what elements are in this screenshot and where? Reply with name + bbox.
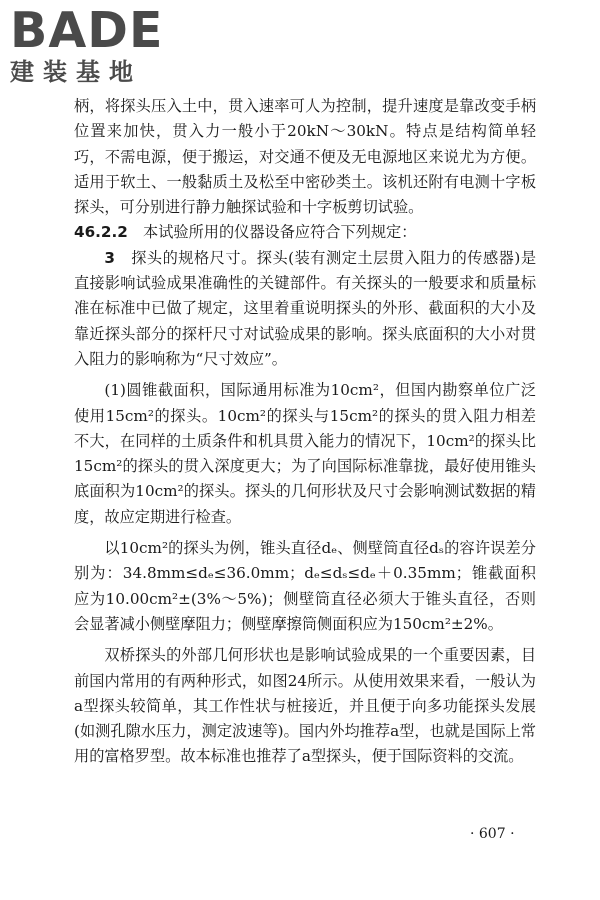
paragraph-cone-area: (1)圆锥截面积，国际通用标准为10cm²，但国内勘察单位广泛使用15cm²的探头。10cm²的探头与15cm²的探头的贯入阻力相差不大，在同样的土质条件和机具贯入能力的情况下，10cm²的探头比15cm²的探头的贯入深度更大；为了向国际标准靠拢，最好使用锥头底面积为10cm²的探头。探头的几何形状及尺寸会影响测试数据的精度，故应定期进行检查。 (74, 381, 536, 526)
paragraph-continuation: 柄，将探头压入土中，贯入速率可人为控制，提升速度是靠改变手柄位置来加快，贯入力一般小于20kN～30kN。特点是结构简单轻巧，不需电源，便于搬运，对交通不便及无电源地区来说尤为方便。适用于软土、一般黏质土及松至中密砂类土。该机还附有电测十字板探头，可分别进行静力触探试验和十字板剪切试验。 (74, 97, 536, 217)
item-text: 探头的规格尺寸。探头(装有测定土层贯入阻力的传感器)是直接影响试验成果准确性的关键部件。有关探头的一般要求和质量标准在标准中已做了规定，这里着重说明探头的外形、截面积的大小及靠近探头部分的探杆尺寸对试验成果的影响。探头底面积的大小对贯入阻力的影响称为“尺寸效应”。 (74, 248, 537, 368)
section-clause (74, 220, 536, 245)
brand-logo (10, 2, 180, 86)
page-number: · 607 · (470, 826, 515, 842)
item-paragraph (74, 246, 536, 372)
logo-chinese-text: 建装基地 (10, 58, 142, 86)
document-body (74, 94, 536, 770)
section-number: 46.2.2 (74, 223, 128, 242)
section-text: 本试验所用的仪器设备应符合下列规定： (143, 223, 417, 242)
logo-wordmark: BADE (10, 2, 164, 59)
paragraph-double-bridge: 双桥探头的外部几何形状也是影响试验成果的一个重要因素，目前国内常用的有两种形式，如图24所示。从使用效果来看，一般认为a型探头较简单，其工作性状与桩接近，并且便于向多功能探头发展(如测孔隙水压力，测定波速等)。国内外均推荐a型，也就是国际上常用的富格罗型。故本标准也推荐了a型探头，便于国际资料的交流。 (74, 646, 536, 766)
item-number: 3 (104, 248, 115, 267)
paragraph-tolerance: 以10cm²的探头为例，锥头直径dₑ、侧壁筒直径dₛ的容许误差分别为：34.8mm≤dₑ≤36.0mm；dₑ≤dₛ≤dₑ＋0.35mm；锥截面积应为10.00cm²±(3%～5%)；侧壁筒直径必须大于锥头直径，否则会显著减小侧壁摩阻力；侧壁摩擦筒侧面积应为150cm²±2%。 (74, 539, 536, 633)
